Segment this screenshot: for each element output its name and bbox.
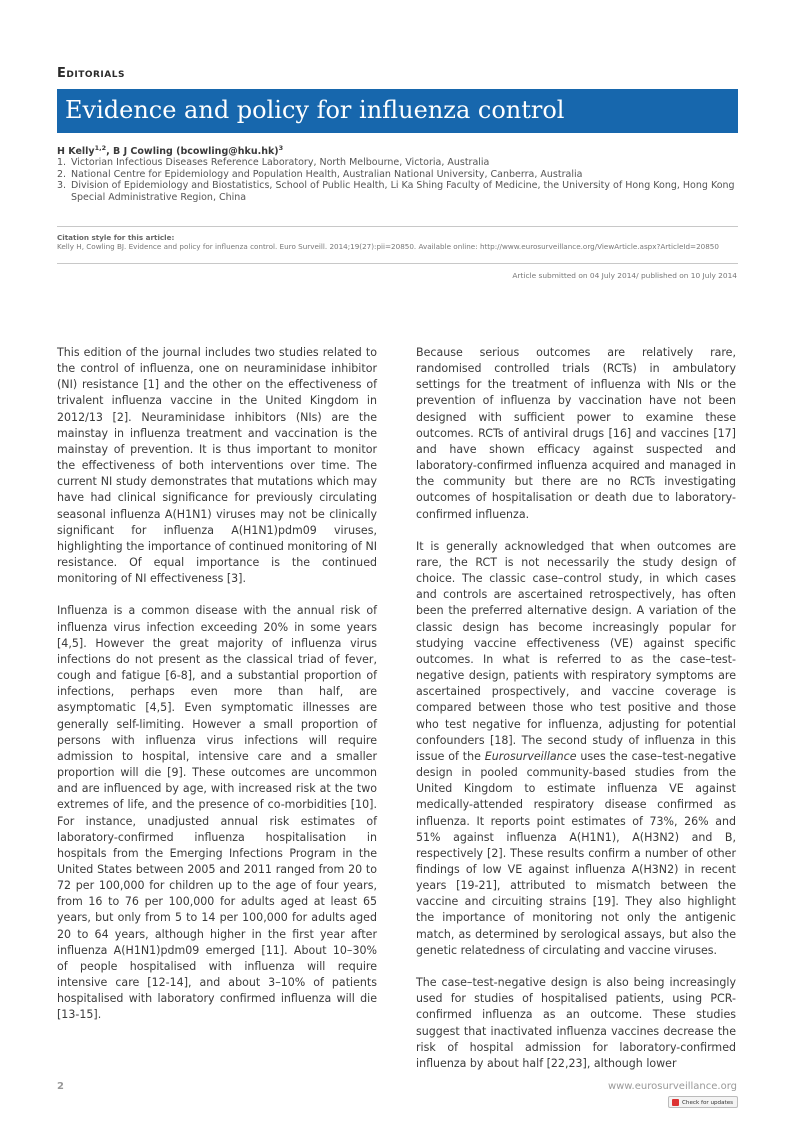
affiliation-text: Division of Epidemiology and Biostatistics, School of Public Health, Li Ka Shing Faculty of Medicine, the University of Hong Kong, Hong Kong Special Administrative Region, China [71, 180, 735, 203]
body-column-left [57, 345, 377, 1024]
affiliation-item [57, 180, 737, 203]
author-name[interactable]: B J Cowling (bcowling@hku.hk) [113, 146, 279, 158]
article-title: Evidence and policy for influenza control [57, 89, 738, 133]
body-paragraph: Because serious outcomes are relatively rare, randomised controlled trials (RCTs) in ambulatory settings for the treatment of influenza with NIs or the prevention of influenza by vaccination have not been designed with sufficient power to examine these outcomes. RCTs of antiviral drugs [16] and vaccines [17] and have shown efficacy against suspected and laboratory-confirmed influenza acquired and managed in the community but there are no RCTs investigating outcomes of hospitalisation or death due to laboratory-confirmed influenza. [416, 346, 736, 521]
author-affiliation-marker: 3 [278, 144, 284, 152]
journal-name-italic: Eurosurveillance [484, 749, 577, 763]
divider [57, 263, 738, 264]
section-label: Editorials [57, 66, 125, 81]
affiliation-number: 3. [57, 180, 67, 191]
citation-block [57, 233, 738, 251]
body-paragraph: This edition of the journal includes two studies related to the control of influenza, one on neuraminidase inhibitor (NI) resistance [1] and the other on the effectiveness of trivalent influenza vaccine in the United Kingdom in 2012/13 [2]. Neuraminidase inhibitors (NIs) are the mainstay in influenza treatment and vaccination is the mainstay of prevention. It is thus important to monitor the effectiveness of both interventions over time. The current NI study demonstrates that mutations which may have had clinical significance for previously circulating seasonal influenza A(H1N1) viruses may not be clinically significant for influenza A(H1N1)pdm09 viruses, highlighting the importance of continued monitoring of NI resistance. Of equal importance is the continued monitoring of NI effectiveness [3]. [57, 346, 377, 586]
author-line [57, 144, 283, 157]
check-for-updates-button[interactable] [668, 1096, 738, 1108]
affiliation-text: Victorian Infectious Diseases Reference Laboratory, North Melbourne, Victoria, Australia [71, 157, 490, 168]
author-name: H Kelly [57, 146, 95, 158]
body-text: uses the case–test-negative design in pooled community-based studies from the United Kingdom to estimate influenza VE against medically-attended respiratory disease confirmed as influenza. It reports point estimates of 73%, 26% and 51% against influenza A(H1N1), A(H3N2) and B, respectively [2]. These results confirm a number of other findings of low VE against influenza A(H3N2) in recent years [19-21], attributed to mismatch between the vaccine and circuiting strains [19]. They also highlight the importance of monitoring not only the antigenic match, as determined by serological assays, but also the genetic relatedness of circulating and vaccine viruses. [416, 749, 736, 957]
body-paragraph [416, 539, 736, 959]
affiliation-number: 2. [57, 168, 67, 180]
affiliation-item [57, 157, 737, 169]
page-number: 2 [57, 1081, 64, 1092]
author-separator: , [106, 146, 114, 158]
author-affiliation-marker: 1,2 [94, 144, 107, 152]
check-for-updates-label: Check for updates [682, 1100, 734, 1106]
affiliation-item [57, 169, 737, 181]
footer-site-link[interactable]: www.eurosurveillance.org [607, 1081, 737, 1092]
crossmark-icon [672, 1099, 679, 1106]
affiliation-number: 1. [57, 157, 67, 168]
body-paragraph: The case–test-negative design is also being increasingly used for studies of hospitalised patients, using PCR-confirmed influenza as an outcome. These studies suggest that inactivated influenza vaccines decrease the risk of hospital admission for laboratory-confirmed influenza by about half [22,23], although lower [416, 976, 736, 1070]
affiliation-text: National Centre for Epidemiology and Population Health, Australian National University, Canberra, Australia [71, 168, 583, 180]
affiliation-list [57, 157, 737, 203]
divider [57, 226, 738, 227]
body-column-right [416, 345, 736, 1072]
body-text: It is generally acknowledged that when outcomes are rare, the RCT is not necessarily the study design of choice. The classic case–control study, in which cases and controls are ascertained retrospectively, has often been the preferred alternative design. A variation of the classic design has become increasingly popular for studying vaccine effectiveness (VE) against specific outcomes. In what is referred to as the case–test-negative design, patients with respiratory symptoms are ascertained prospectively, and vaccine coverage is compared between those who test positive and those who test negative for influenza, adjusting for potential confounders [18]. The second study of influenza in this issue of the [416, 539, 736, 763]
citation-heading: Citation style for this article: [57, 233, 175, 242]
body-paragraph: Influenza is a common disease with the annual risk of influenza virus infection exceeding 20% in some years [4,5]. However the great majority of influenza virus infections do not present as the classical triad of fever, cough and fatigue [6-8], and a substantial proportion of infections, perhaps even more than half, are asymptomatic [4,5]. Even symptomatic illnesses are generally self-limiting. However a small proportion of persons with influenza virus infections will require admission to hospital, intensive care and a smaller proportion will die [9]. These outcomes are uncommon and are influenced by age, with increased risk at the two extremes of life, and the presence of co-morbidities [10]. For instance, unadjusted annual risk estimates of laboratory-confirmed influenza hospitalisation in hospitals from the Emerging Infections Program in the United States between 2005 and 2011 ranged from 20 to 72 per 100,000 for children up to the age of four years, from 16 to 76 per 100,000 for adults aged at least 65 years, but only from 5 to 14 per 100,000 for adults aged 20 to 64 years, although higher in the first year after influenza A(H1N1)pdm09 emerged [11]. About 10–30% of people hospitalised with influenza will require intensive care [12-14], and about 3–10% of patients hospitalised with laboratory confirmed influenza will die [13-15]. [57, 604, 377, 1022]
submission-dates: Article submitted on 04 July 2014/ published on 10 July 2014 [512, 271, 737, 280]
citation-text[interactable]: Kelly H, Cowling BJ. Evidence and policy for influenza control. Euro Surveill. 2014;19(27):pii=20850. Available online: http://www.eurosurveillance.org/ViewArticle.aspx?ArticleId=20850 [57, 242, 719, 251]
